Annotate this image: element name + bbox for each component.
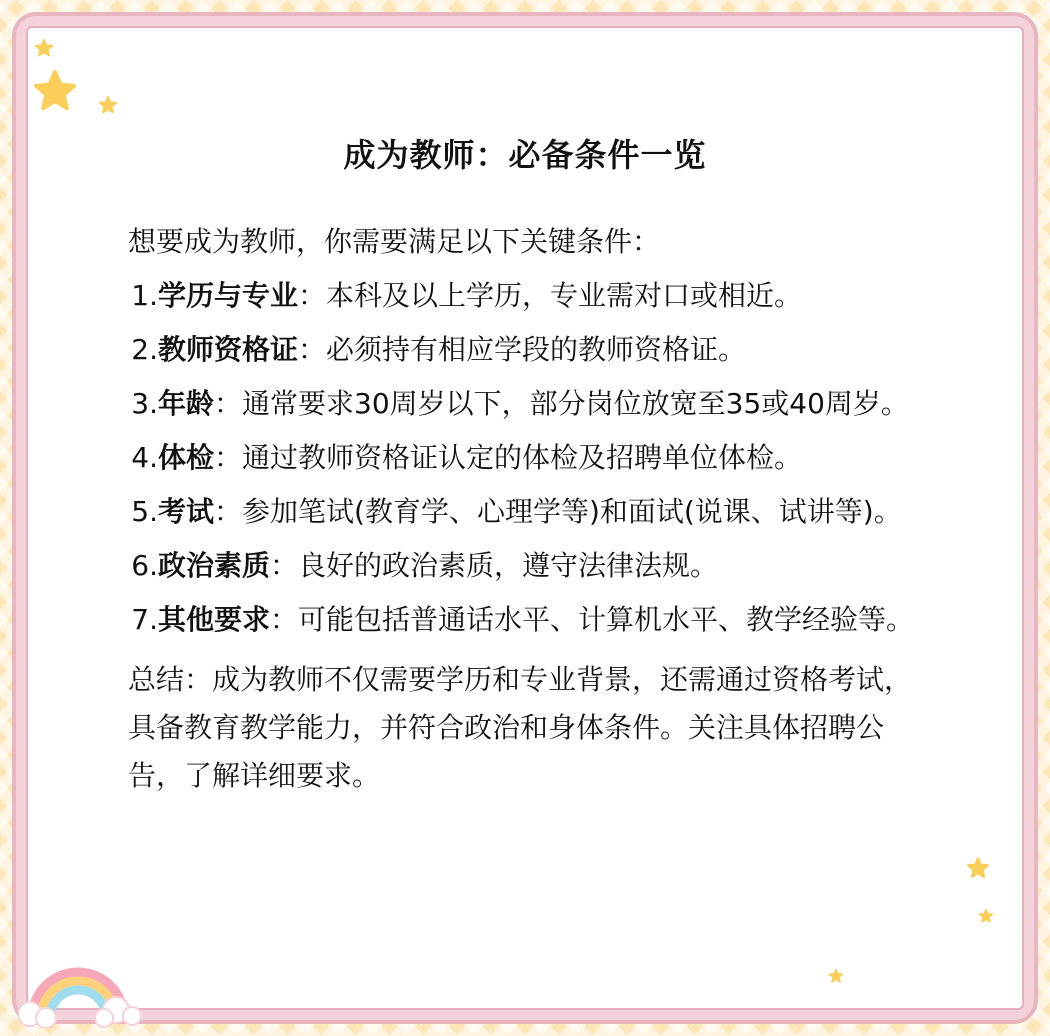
item-description: 通过教师资格证认定的体检及招聘单位体检。 xyxy=(242,441,803,474)
item-term: 学历与专业 xyxy=(158,279,299,312)
rainbow-icon xyxy=(18,944,142,1028)
item-text xyxy=(158,488,938,536)
item-text xyxy=(158,596,938,644)
list-item xyxy=(118,596,938,644)
item-term: 政治素质 xyxy=(158,549,271,582)
list-item xyxy=(118,542,938,590)
item-number: 5. xyxy=(131,495,158,528)
item-term: 其他要求 xyxy=(158,603,271,636)
star-icon xyxy=(966,856,990,880)
star-icon xyxy=(98,95,118,115)
item-number: 7. xyxy=(131,603,158,636)
item-description: 必须持有相应学段的教师资格证。 xyxy=(326,333,747,366)
item-description: 参加笔试(教育学、心理学等)和面试(说课、试讲等)。 xyxy=(242,495,902,528)
item-number: 1. xyxy=(131,279,158,312)
page-title: 成为教师：必备条件一览 xyxy=(343,136,707,174)
list-item xyxy=(118,272,938,320)
summary-text: 总结：成为教师不仅需要学历和专业背景，还需通过资格考试，具备教育教学能力，并符合政治和身体条件。关注具体招聘公告，了解详细要求。 xyxy=(128,663,913,792)
item-term: 体检 xyxy=(158,441,215,474)
item-description: 可能包括普通话水平、计算机水平、教学经验等。 xyxy=(298,603,915,636)
item-text xyxy=(158,272,938,320)
item-term: 年龄 xyxy=(158,387,215,420)
item-term: 教师资格证 xyxy=(158,333,299,366)
item-number: 2. xyxy=(131,333,158,366)
intro-text: 想要成为教师，你需要满足以下关键条件： xyxy=(128,225,661,258)
star-icon xyxy=(978,908,994,924)
item-number: 4. xyxy=(131,441,158,474)
item-separator: ： xyxy=(270,549,299,582)
item-separator: ： xyxy=(214,495,243,528)
star-icon xyxy=(32,68,78,114)
item-description: 本科及以上学历，专业需对口或相近。 xyxy=(326,279,803,312)
item-separator: ： xyxy=(214,441,243,474)
item-separator: ： xyxy=(214,387,243,420)
star-icon xyxy=(34,38,54,58)
item-separator: ： xyxy=(270,603,299,636)
list-item xyxy=(118,326,938,374)
star-icon xyxy=(828,968,844,984)
list-item xyxy=(118,380,938,428)
item-term: 考试 xyxy=(158,495,215,528)
item-text xyxy=(158,326,938,374)
requirements-list xyxy=(118,272,938,644)
list-item xyxy=(118,434,938,482)
item-text xyxy=(158,542,938,590)
item-text xyxy=(158,380,938,428)
item-description: 良好的政治素质，遵守法律法规。 xyxy=(298,549,719,582)
item-description: 通常要求30周岁以下，部分岗位放宽至35或40周岁。 xyxy=(242,387,909,420)
item-separator: ： xyxy=(298,333,327,366)
item-separator: ： xyxy=(298,279,327,312)
article-body xyxy=(118,218,938,800)
item-number: 6. xyxy=(131,549,158,582)
item-text xyxy=(158,434,938,482)
list-item xyxy=(118,488,938,536)
item-number: 3. xyxy=(131,387,158,420)
